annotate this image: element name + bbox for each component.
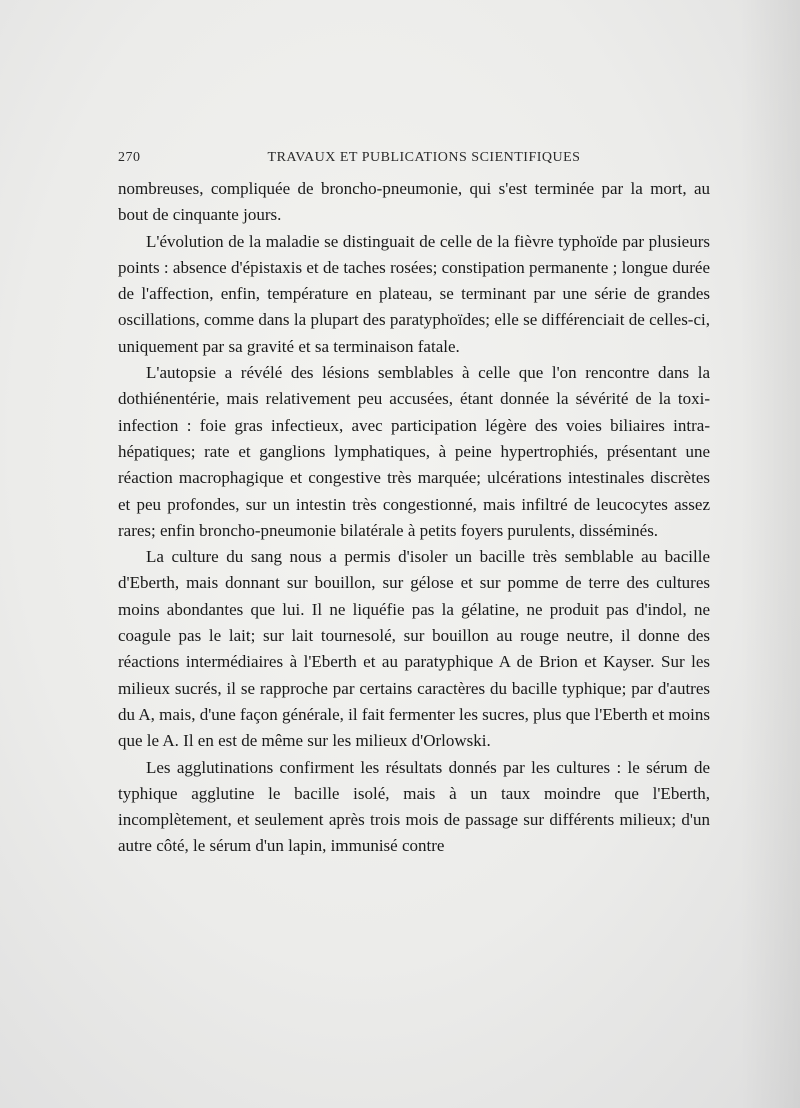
paragraph-autopsie: L'autopsie a révélé des lésions semblables à celle que l'on rencontre dans la dothiénentérie, mais relativement peu accusées, étant donnée la sévérité de la toxi-infection : foie gras infectieux, avec participation légère des voies biliaires intra-hépatiques; rate et ganglions lymphatiques, à peine hypertrophiés, présentant une réaction macrophagique et congestive très marquée; ulcérations intestinales discrètes et peu profondes, sur un intestin très congestionné, mais infiltré de leucocytes assez rares; enfin broncho-pneumonie bilatérale à petits foyers purulents, disséminés. bbox=[118, 363, 710, 540]
paragraph-agglutinations: Les agglutinations confirment les résultats donnés par les cultures : le sérum de typhique agglutine le bacille isolé, mais à un taux moindre que l'Eberth, incomplètement, et seulement après trois mois de passage sur différents milieux; d'un autre côté, le sérum d'un lapin, immunisé contre bbox=[118, 757, 710, 856]
body-text bbox=[118, 176, 710, 860]
paragraph-continuation: nombreuses, compliquée de broncho-pneumonie, qui s'est terminée par la mort, au bout de cinquante jours. bbox=[118, 179, 710, 225]
paragraph-evolution: L'évolution de la maladie se distinguait de celle de la fièvre typhoïde par plusieurs points : absence d'épistaxis et de taches rosées; constipation permanente ; longue durée de l'affection, enfin, température en plateau, se terminant par une série de grandes oscillations, comme dans la plupart des paratyphoïdes; elle se différenciait de celles-ci, uniquement par sa gravité et sa terminaison fatale. bbox=[118, 231, 710, 356]
page-number: 270 bbox=[118, 150, 141, 165]
running-title: TRAVAUX ET PUBLICATIONS SCIENTIFIQUES bbox=[267, 150, 581, 165]
paragraph-culture: La culture du sang nous a permis d'isoler un bacille très semblable au bacille d'Eberth, mais donnant sur bouillon, sur gélose et sur pomme de terre des cultures moins abondantes que lui. Il ne liquéfie pas la gélatine, ne produit pas d'indol, ne coagule pas le lait; sur lait tournesolé, sur bouillon au rouge neutre, il donne des réactions intermédiaires à l'Eberth et au paratyphique A de Brion et Kayser. Sur les milieux sucrés, il se rapproche par certains caractères du bacille typhique; par d'autres du A, mais, d'une façon générale, il fait fermenter les sucres, plus que l'Eberth et moins que le A. Il en est de même sur les milieux d'Orlowski. bbox=[118, 547, 710, 751]
running-head bbox=[118, 150, 710, 172]
